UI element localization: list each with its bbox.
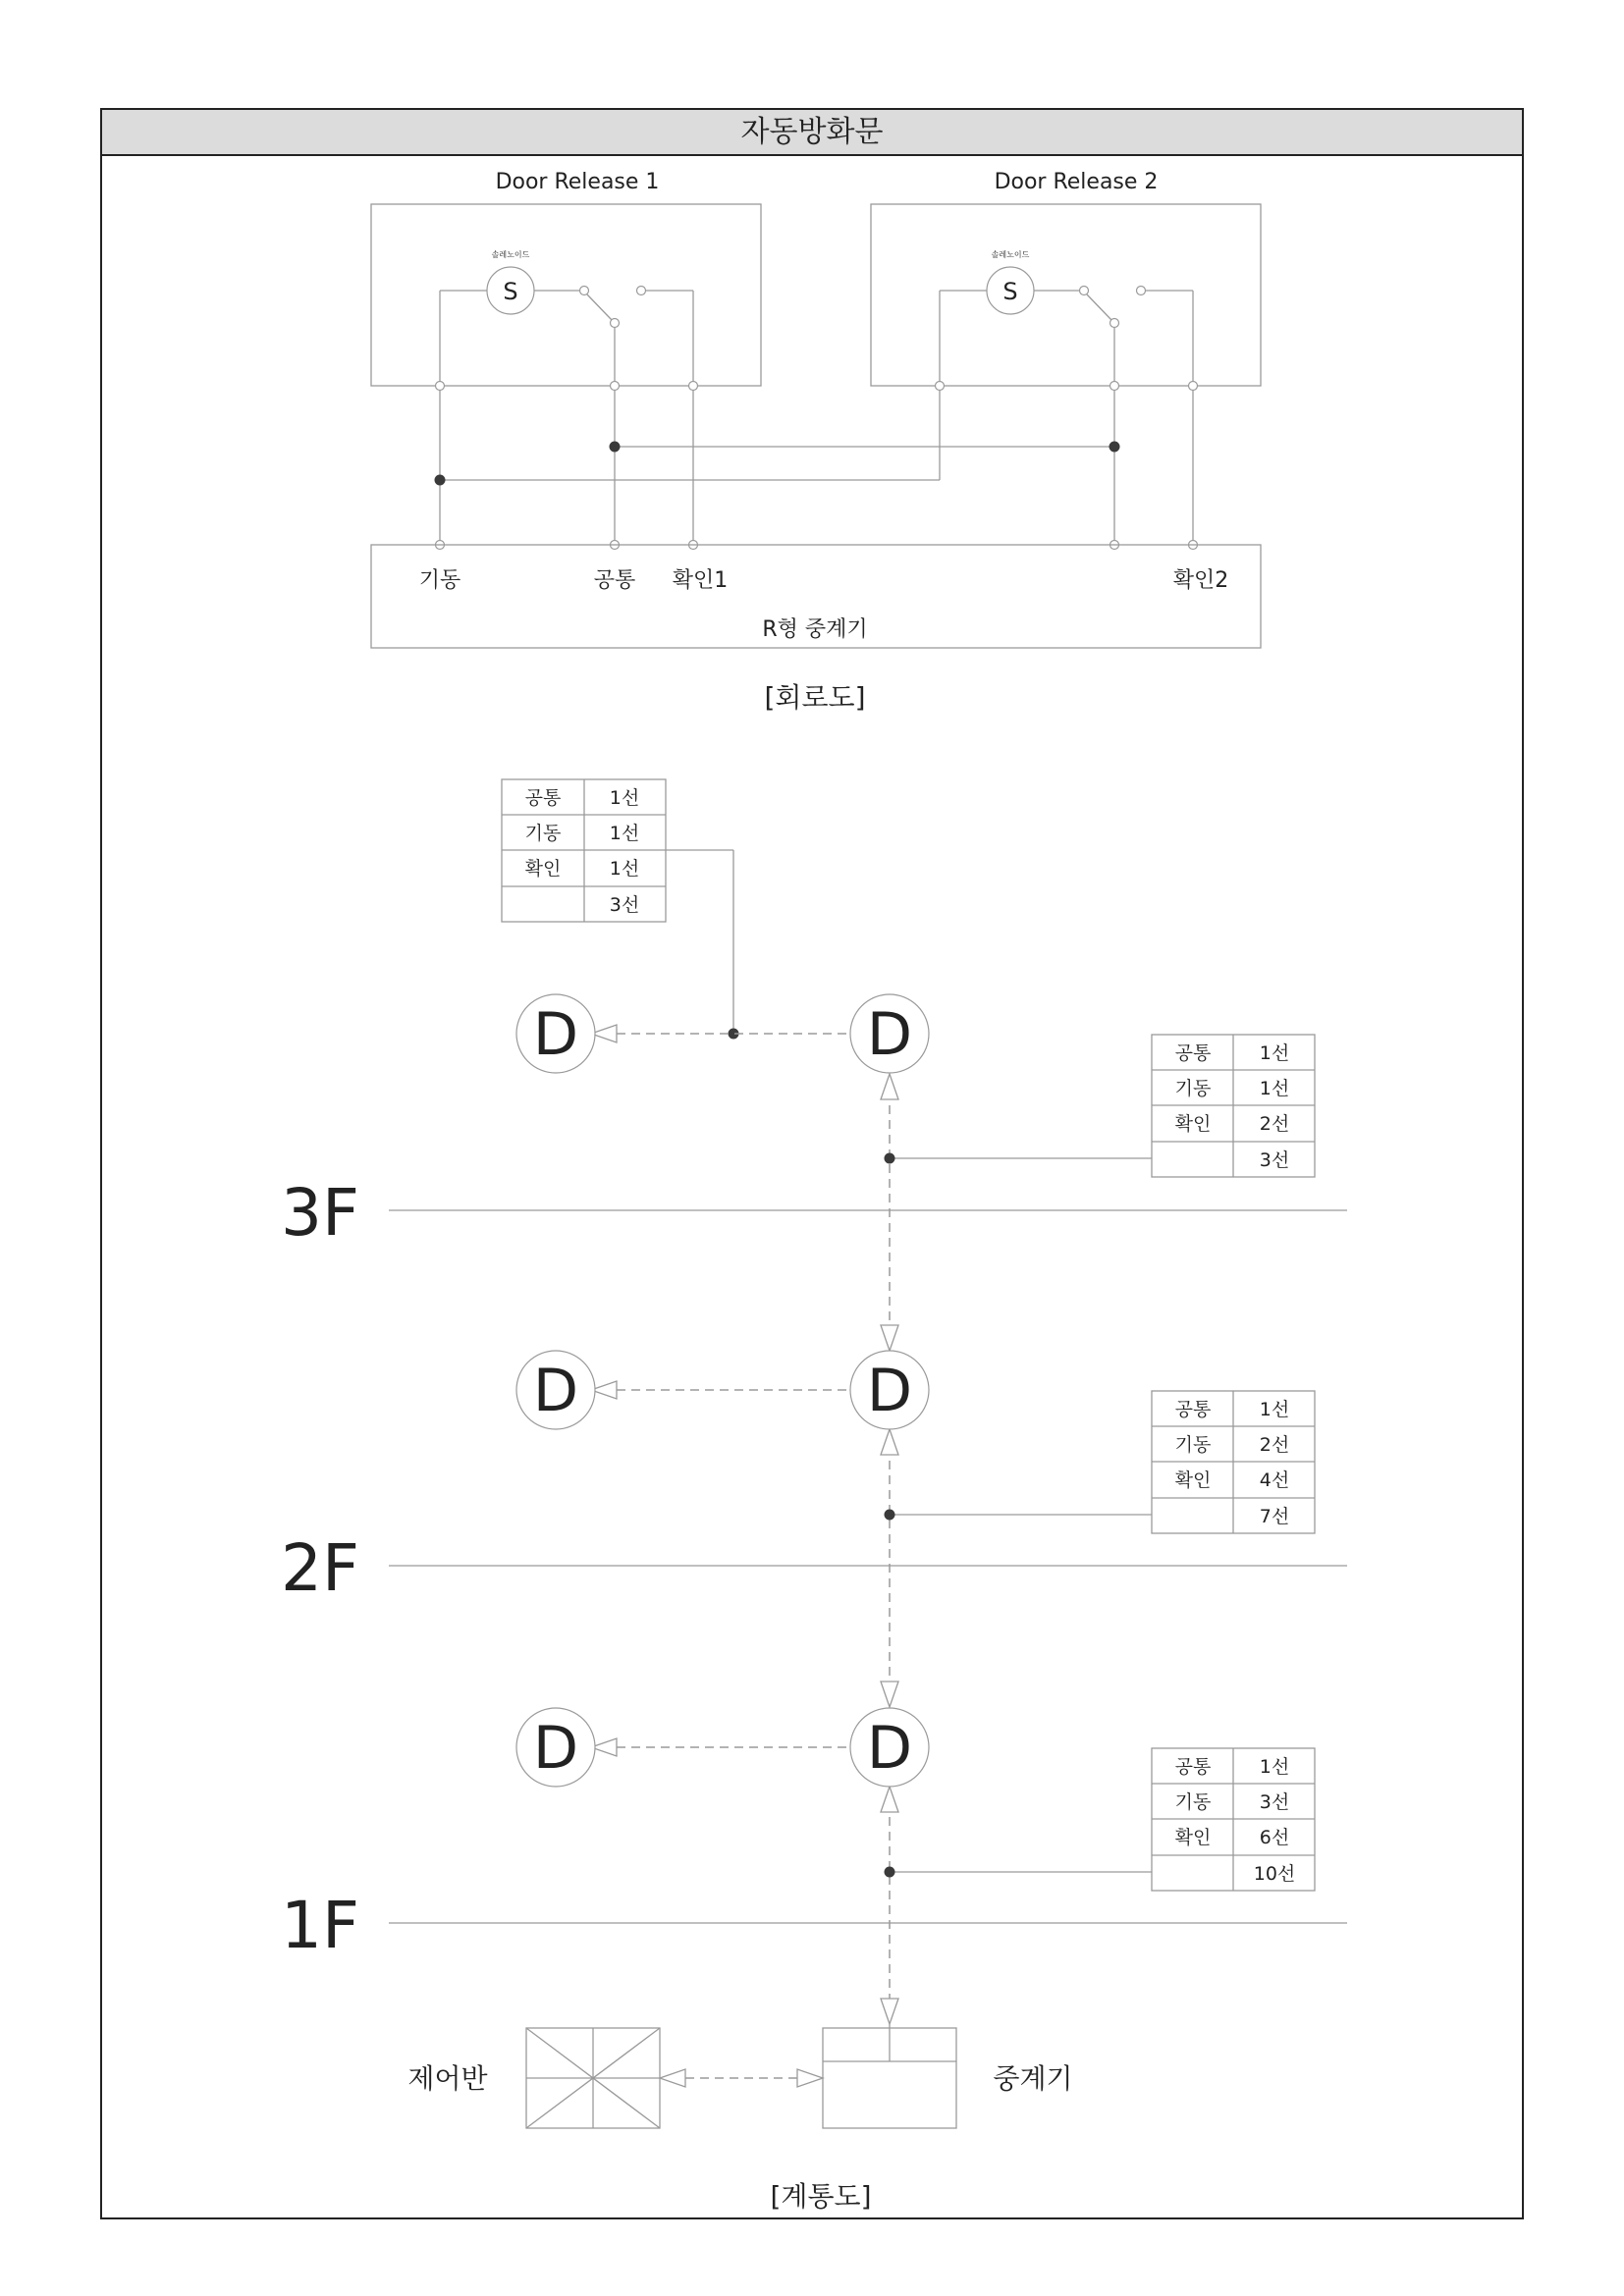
control-panel-icon [526,2028,660,2128]
solenoid-2-symbol: S [1002,278,1018,305]
svg-text:1선: 1선 [1259,1756,1290,1778]
svg-text:공통: 공통 [1174,1042,1212,1064]
svg-text:2선: 2선 [1259,1113,1290,1135]
svg-text:확인: 확인 [1174,1113,1212,1135]
svg-text:4선: 4선 [1259,1469,1290,1491]
svg-text:1선: 1선 [609,823,640,844]
door-release-2-internals [940,249,1193,386]
top-wire-table [502,779,666,922]
door-release-1-box [371,204,761,386]
floor-3f-wire-table [885,1035,1316,1177]
svg-text:기동: 기동 [1174,1078,1212,1099]
svg-text:확인: 확인 [1174,1827,1212,1848]
relay-terminal-confirm2: 확인2 [1172,568,1229,593]
solenoid-1-label: 솔레노이드 [491,250,530,259]
svg-text:6선: 6선 [1259,1827,1290,1848]
door-release-1-internals [440,249,693,386]
floor-label-1f: 1F [281,1888,359,1963]
svg-text:공통: 공통 [1174,1399,1212,1420]
svg-text:확인: 확인 [524,858,562,880]
svg-text:1선: 1선 [609,787,640,809]
repeater-icon [823,2024,956,2128]
relay-label: R형 중계기 [762,617,868,642]
svg-text:1선: 1선 [1259,1399,1290,1420]
door-release-1-label: Door Release 1 [495,170,660,194]
svg-text:3선: 3선 [1259,1791,1290,1813]
page-title: 자동방화문 [740,115,884,149]
svg-text:D: D [532,1714,579,1783]
svg-text:D: D [866,1000,913,1069]
door-release-2-box [871,204,1261,386]
system-caption: [계통도] [770,2180,872,2213]
floor-1f-wire-table [885,1748,1316,1891]
arrowheads [591,1025,898,2087]
svg-text:D: D [866,1357,913,1425]
svg-text:D: D [532,1000,579,1069]
svg-text:기동: 기동 [1174,1791,1212,1813]
relay-terminal-common: 공통 [593,568,636,593]
svg-text:1선: 1선 [609,858,640,880]
svg-text:기동: 기동 [524,823,562,844]
switch-2-blade [1087,294,1111,320]
switch-1-blade [587,294,612,320]
svg-text:10선: 10선 [1253,1863,1296,1885]
svg-text:D: D [532,1357,579,1425]
svg-text:2선: 2선 [1259,1434,1290,1456]
repeater-label: 중계기 [993,2062,1073,2095]
solenoid-1-symbol: S [503,278,518,305]
svg-text:공통: 공통 [524,787,562,809]
svg-text:3선: 3선 [609,894,640,916]
control-panel-label: 제어반 [407,2062,488,2095]
relay-terminal-start: 기동 [418,568,461,593]
svg-text:1선: 1선 [1259,1042,1290,1064]
svg-text:확인: 확인 [1174,1469,1212,1491]
door-release-2-label: Door Release 2 [994,170,1159,194]
floor-label-2f: 2F [281,1530,359,1606]
svg-text:D: D [866,1714,913,1783]
floor-label-3f: 3F [281,1175,359,1251]
svg-text:1선: 1선 [1259,1078,1290,1099]
circuit-wiring [435,382,1198,550]
svg-text:공통: 공통 [1174,1756,1212,1778]
svg-text:7선: 7선 [1259,1506,1290,1527]
svg-text:기동: 기동 [1174,1434,1212,1456]
svg-text:3선: 3선 [1259,1149,1290,1171]
circuit-caption: [회로도] [764,681,866,714]
floor-2f-wire-table [885,1391,1316,1533]
relay-terminal-confirm1: 확인1 [672,568,729,593]
solenoid-2-label: 솔레노이드 [991,250,1030,259]
